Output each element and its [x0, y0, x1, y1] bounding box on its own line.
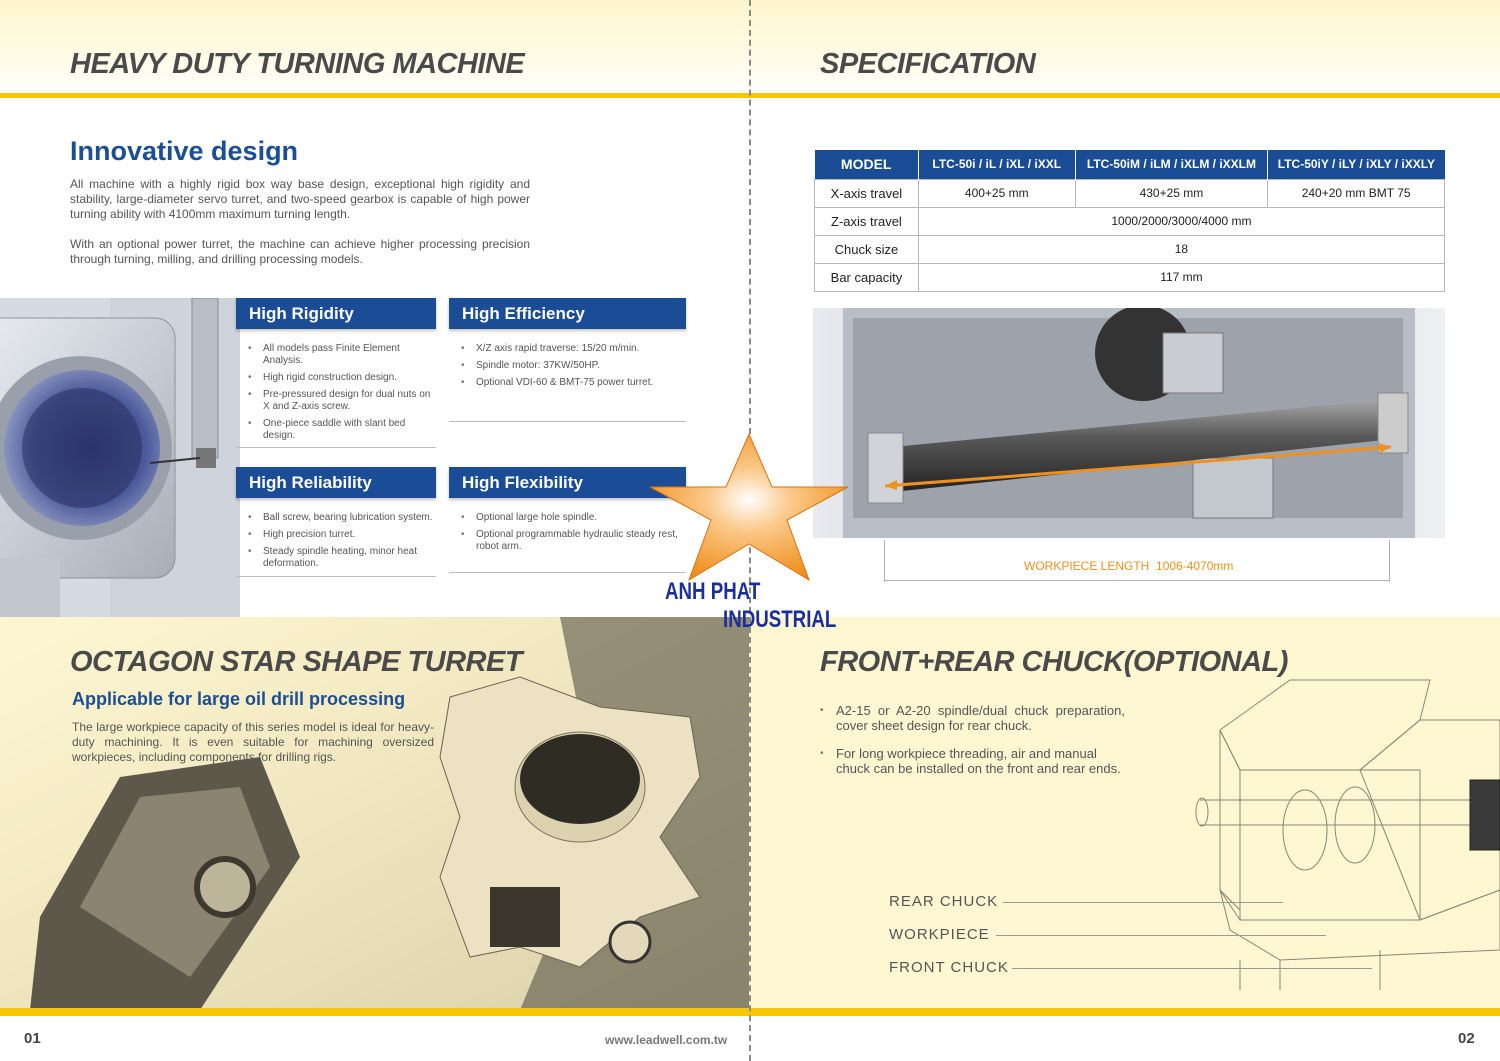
leader-workpiece	[996, 935, 1326, 936]
feature-divider	[236, 447, 436, 448]
turret-subtitle: Applicable for large oil drill processing	[72, 689, 406, 709]
bullet-dot: •	[820, 705, 824, 716]
feature-list-efficiency	[449, 343, 686, 389]
spec-table	[814, 150, 1445, 292]
star-icon	[648, 432, 850, 582]
spec-cell: 117 mm	[918, 263, 1444, 291]
spec-header-col: LTC-50i / iL / iXL / iXXL	[918, 150, 1075, 179]
feature-title-rigidity: High Rigidity	[236, 298, 436, 329]
workpiece-photo	[813, 308, 1445, 538]
bullet-dot: •	[820, 748, 824, 759]
feature-title-efficiency: High Efficiency	[449, 298, 686, 329]
label-rear-chuck: REAR CHUCK	[889, 893, 999, 910]
feature-item: • Optional VDI-60 & BMT-75 power turret.	[449, 377, 686, 389]
innovative-para-1: All machine with a highly rigid box way base design, exceptional high rigidity and stability, large-diameter servo turret, and two-speed gearbox is capable of high power turning ability with 4100mm maximum turning length.	[70, 177, 530, 221]
feature-item: • Optional large hole spindle.	[449, 512, 686, 524]
feature-item: • One-piece saddle with slant bed design.	[236, 418, 436, 442]
label-front-chuck: FRONT CHUCK	[889, 959, 1009, 976]
spec-row	[815, 179, 1445, 207]
feature-box-efficiency	[449, 298, 686, 422]
spec-cell: 430+25 mm	[1075, 179, 1268, 207]
workpiece-caption: WORKPIECE LENGTH 1006-4070mm	[1024, 559, 1234, 573]
feature-item: • High precision turret.	[236, 529, 436, 541]
feature-item: • Pre-pressured design for dual nuts on X and Z-axis screw.	[236, 389, 436, 413]
leader-front-chuck	[1012, 968, 1372, 969]
spec-cell: 18	[918, 235, 1444, 263]
turret-text: The large workpiece capacity of this series model is ideal for heavy-duty machining. It is even suitable for machining oversized workpieces, including components for drilling rigs.	[72, 720, 434, 764]
feature-title-flexibility: High Flexibility	[449, 467, 686, 498]
spec-row	[815, 263, 1445, 291]
left-page-title: HEAVY DUTY TURNING MACHINE	[70, 48, 525, 80]
innovative-para-2: With an optional power turret, the machine can achieve higher processing precision through turning, milling, and drilling processing models.	[70, 237, 530, 266]
leader-rear-chuck	[1003, 902, 1283, 903]
website-link[interactable]: www.leadwell.com.tw	[605, 1033, 728, 1047]
spec-header-col: LTC-50iY / iLY / iXLY / iXXLY	[1268, 150, 1445, 179]
feature-list-reliability	[236, 512, 436, 570]
feature-list-rigidity	[236, 343, 436, 442]
chuck-diagram	[1180, 660, 1500, 990]
spindle-photo	[0, 298, 240, 617]
feature-divider	[236, 576, 436, 577]
spec-row	[815, 235, 1445, 263]
spec-header-model: MODEL	[815, 150, 919, 179]
spec-row-label: X-axis travel	[815, 179, 919, 207]
spec-cell: 240+20 mm BMT 75	[1268, 179, 1445, 207]
dimension-tick-left	[884, 540, 885, 582]
chuck-bullet-2	[820, 746, 1130, 776]
feature-divider	[449, 421, 686, 422]
feature-item: • Ball screw, bearing lubrication system.	[236, 512, 436, 524]
feature-item: • Steady spindle heating, minor heat deformation.	[236, 546, 436, 570]
feature-box-reliability	[236, 467, 436, 577]
spec-row-label: Bar capacity	[815, 263, 919, 291]
spec-cell: 400+25 mm	[918, 179, 1075, 207]
chuck-bullet-text: A2-15 or A2-20 spindle/dual chuck preparation, cover sheet design for rear chuck.	[836, 703, 1125, 733]
feature-item: • Spindle motor: 37KW/50HP.	[449, 360, 686, 372]
chuck-bullet-text: For long workpiece threading, air and manual chuck can be installed on the front and rear ends.	[836, 746, 1121, 776]
label-workpiece: WORKPIECE	[889, 926, 990, 943]
chuck-title: FRONT+REAR CHUCK(OPTIONAL)	[820, 646, 1288, 678]
feature-item: • High rigid construction design.	[236, 372, 436, 384]
chuck-bullet-1	[820, 703, 1125, 733]
page-number-right: 02	[1458, 1030, 1475, 1047]
dimension-line	[884, 580, 1390, 581]
feature-title-reliability: High Reliability	[236, 467, 436, 498]
watermark-line-1: ANH PHAT	[665, 578, 761, 605]
page-number-left: 01	[24, 1030, 41, 1047]
spec-row	[815, 207, 1445, 235]
innovative-heading: Innovative design	[70, 136, 299, 166]
spec-cell: 1000/2000/3000/4000 mm	[918, 207, 1444, 235]
feature-box-rigidity	[236, 298, 436, 448]
feature-item: • X/Z axis rapid traverse: 15/20 m/min.	[449, 343, 686, 355]
spec-header-col: LTC-50iM / iLM / iXLM / iXXLM	[1075, 150, 1268, 179]
right-page-title: SPECIFICATION	[820, 48, 1036, 80]
watermark-line-2: INDUSTRIAL	[723, 606, 837, 633]
turret-title: OCTAGON STAR SHAPE TURRET	[70, 646, 523, 678]
dimension-tick-right	[1389, 540, 1390, 582]
feature-item: • Optional programmable hydraulic steady rest, robot arm.	[449, 529, 686, 553]
spec-row-label: Z-axis travel	[815, 207, 919, 235]
spec-header-row	[815, 150, 1445, 179]
spec-row-label: Chuck size	[815, 235, 919, 263]
feature-item: • All models pass Finite Element Analysis.	[236, 343, 436, 367]
